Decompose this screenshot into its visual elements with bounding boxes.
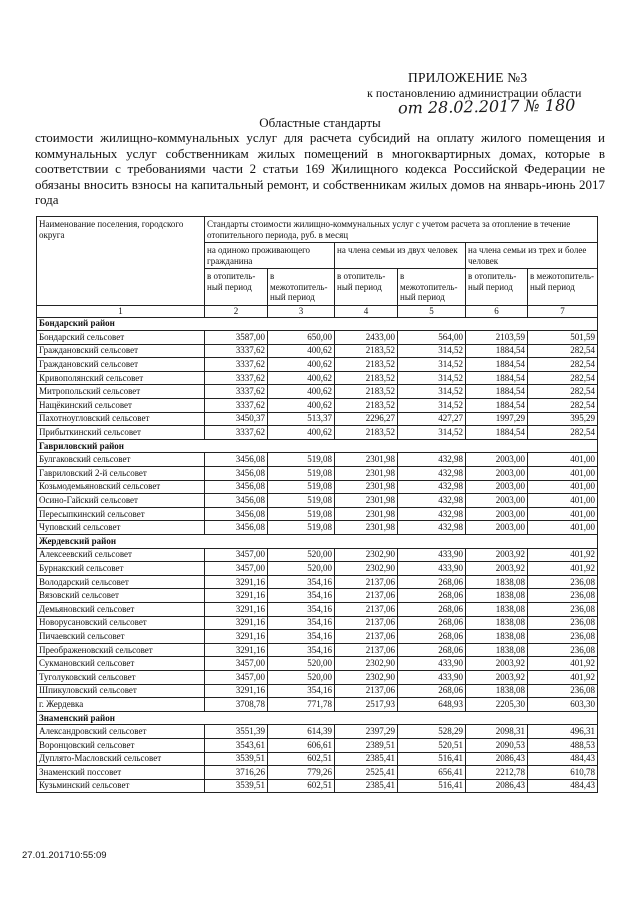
cost-value: 3456,08 [205, 521, 268, 535]
cost-value: 1838,08 [466, 589, 528, 603]
table-row [37, 385, 598, 399]
handwritten-date-number: от 28.02.2017 № 180 [397, 95, 576, 118]
cost-value: 3456,08 [205, 467, 268, 481]
table-row [37, 344, 598, 358]
table-row [37, 766, 598, 780]
header-family-of-two: на члена семьи из двух человек [335, 243, 466, 269]
resolution-line: к постановлению администрации области [367, 86, 582, 100]
cost-value: 648,93 [398, 698, 466, 712]
cost-value: 354,16 [268, 684, 335, 698]
cost-value: 2003,92 [466, 548, 528, 562]
cost-value: 519,08 [268, 494, 335, 508]
table-row [37, 521, 598, 535]
cost-value: 564,00 [398, 331, 466, 345]
cost-value: 1838,08 [466, 630, 528, 644]
cost-value: 433,90 [398, 657, 466, 671]
cost-value: 2003,00 [466, 521, 528, 535]
cost-value: 2003,00 [466, 494, 528, 508]
cost-value: 401,00 [528, 480, 598, 494]
district-name: Знаменский район [37, 711, 598, 725]
cost-value: 2525,41 [335, 766, 398, 780]
table-row [37, 562, 598, 576]
cost-value: 2205,30 [466, 698, 528, 712]
cost-value: 236,08 [528, 684, 598, 698]
cost-value: 3291,16 [205, 589, 268, 603]
table-row [37, 779, 598, 793]
cost-value: 282,54 [528, 371, 598, 385]
settlement-name: Нащёкинский сельсовет [37, 399, 205, 413]
table-row [37, 412, 598, 426]
cost-value: 1884,54 [466, 344, 528, 358]
settlement-name: Гавриловский 2-й сельсовет [37, 467, 205, 481]
cost-value: 3450,37 [205, 412, 268, 426]
cost-value: 2302,90 [335, 548, 398, 562]
table-row [37, 589, 598, 603]
table-row [37, 371, 598, 385]
cost-value: 520,00 [268, 670, 335, 684]
cost-value: 2137,06 [335, 684, 398, 698]
cost-value: 2098,31 [466, 725, 528, 739]
cost-value: 1838,08 [466, 575, 528, 589]
settlement-name: Граждановский сельсовет [37, 358, 205, 372]
district-row [37, 535, 598, 549]
cost-value: 401,92 [528, 657, 598, 671]
cost-value: 282,54 [528, 426, 598, 440]
cost-value: 3716,26 [205, 766, 268, 780]
cost-value: 236,08 [528, 589, 598, 603]
table-row [37, 602, 598, 616]
cost-value: 3337,62 [205, 371, 268, 385]
cost-value: 401,00 [528, 507, 598, 521]
column-number: 4 [335, 305, 398, 317]
table-row [37, 575, 598, 589]
cost-value: 236,08 [528, 602, 598, 616]
cost-value: 2301,98 [335, 521, 398, 535]
cost-value: 268,06 [398, 643, 466, 657]
cost-value: 433,90 [398, 670, 466, 684]
cost-value: 268,06 [398, 616, 466, 630]
header-non-heating-period: в межотопитель-ный период [398, 269, 466, 306]
settlement-name: Пересыпкинский сельсовет [37, 507, 205, 521]
district-row [37, 317, 598, 331]
header-settlement-name: Наименование поселения, городского округа [37, 217, 205, 306]
cost-value: 3543,61 [205, 738, 268, 752]
settlement-name: Дуплято-Масловский сельсовет [37, 752, 205, 766]
cost-value: 268,06 [398, 602, 466, 616]
settlement-name: Чуповский сельсовет [37, 521, 205, 535]
table-row [37, 358, 598, 372]
column-number: 3 [268, 305, 335, 317]
table-row [37, 684, 598, 698]
cost-value: 401,92 [528, 548, 598, 562]
column-number-row [37, 305, 598, 317]
settlement-name: Вязовский сельсовет [37, 589, 205, 603]
cost-value: 2003,00 [466, 507, 528, 521]
cost-value: 432,98 [398, 494, 466, 508]
cost-value: 520,00 [268, 657, 335, 671]
cost-value: 2183,52 [335, 344, 398, 358]
cost-value: 2183,52 [335, 371, 398, 385]
cost-value: 3456,08 [205, 507, 268, 521]
settlement-name: Граждановский сельсовет [37, 344, 205, 358]
settlement-name: Булгаковский сельсовет [37, 453, 205, 467]
cost-value: 2103,59 [466, 331, 528, 345]
settlement-name: Воронцовский сельсовет [37, 738, 205, 752]
cost-value: 400,62 [268, 358, 335, 372]
cost-value: 236,08 [528, 616, 598, 630]
cost-value: 314,52 [398, 399, 466, 413]
cost-value: 268,06 [398, 589, 466, 603]
settlement-name: Новорусановский сельсовет [37, 616, 205, 630]
column-number: 1 [37, 305, 205, 317]
table-body [37, 317, 598, 793]
district-row [37, 439, 598, 453]
cost-value: 2137,06 [335, 630, 398, 644]
cost-value: 2086,43 [466, 779, 528, 793]
cost-value: 2137,06 [335, 643, 398, 657]
cost-value: 2302,90 [335, 657, 398, 671]
cost-value: 3708,78 [205, 698, 268, 712]
cost-value: 2397,29 [335, 725, 398, 739]
cost-value: 2517,93 [335, 698, 398, 712]
table-row [37, 657, 598, 671]
cost-value: 401,00 [528, 521, 598, 535]
cost-value: 516,41 [398, 752, 466, 766]
cost-value: 354,16 [268, 602, 335, 616]
settlement-name: Прибыткинский сельсовет [37, 426, 205, 440]
cost-value: 602,51 [268, 779, 335, 793]
cost-value: 1884,54 [466, 385, 528, 399]
cost-value: 2301,98 [335, 480, 398, 494]
cost-value: 354,16 [268, 575, 335, 589]
cost-value: 520,51 [398, 738, 466, 752]
cost-value: 2090,53 [466, 738, 528, 752]
table-row [37, 643, 598, 657]
cost-value: 282,54 [528, 358, 598, 372]
cost-value: 268,06 [398, 575, 466, 589]
cost-value: 3337,62 [205, 385, 268, 399]
column-number: 6 [466, 305, 528, 317]
table-row [37, 507, 598, 521]
cost-value: 519,08 [268, 453, 335, 467]
settlement-name: Пахотноугловский сельсовет [37, 412, 205, 426]
cost-value: 314,52 [398, 385, 466, 399]
table-row [37, 752, 598, 766]
document-subtitle: стоимости жилищно-коммунальных услуг для расчета субсидий на оплату жилого помещения и коммунальных услуг собственникам жилых помещений в многоквартирных домах, которые в соответствии с требованиями части 2 статьи 169 Жилищного кодекса Российской Федерации не обязаны вносить взносы на капитальный ремонт, и собственникам жилых домов на январь-июнь 2017 года [35, 130, 605, 207]
cost-value: 3291,16 [205, 630, 268, 644]
cost-value: 401,00 [528, 467, 598, 481]
cost-value: 427,27 [398, 412, 466, 426]
cost-value: 282,54 [528, 344, 598, 358]
table-row [37, 630, 598, 644]
cost-value: 779,26 [268, 766, 335, 780]
settlement-name: Знаменский поссовет [37, 766, 205, 780]
cost-value: 314,52 [398, 358, 466, 372]
settlement-name: г. Жердевка [37, 698, 205, 712]
cost-value: 519,08 [268, 521, 335, 535]
cost-value: 603,30 [528, 698, 598, 712]
cost-value: 433,90 [398, 562, 466, 576]
table-row [37, 467, 598, 481]
cost-value: 400,62 [268, 426, 335, 440]
column-number: 7 [528, 305, 598, 317]
cost-value: 354,16 [268, 589, 335, 603]
cost-value: 3456,08 [205, 453, 268, 467]
column-number: 2 [205, 305, 268, 317]
cost-value: 610,78 [528, 766, 598, 780]
table-row [37, 616, 598, 630]
settlement-name: Кривополянский сельсовет [37, 371, 205, 385]
cost-value: 1884,54 [466, 399, 528, 413]
cost-value: 314,52 [398, 344, 466, 358]
column-number: 5 [398, 305, 466, 317]
cost-value: 236,08 [528, 630, 598, 644]
table-row [37, 426, 598, 440]
cost-value: 519,08 [268, 480, 335, 494]
document-title: Областные стандарты [259, 115, 381, 130]
district-row [37, 711, 598, 725]
cost-value: 2003,00 [466, 467, 528, 481]
cost-value: 400,62 [268, 385, 335, 399]
cost-value: 2137,06 [335, 575, 398, 589]
cost-value: 401,00 [528, 453, 598, 467]
header-heating-period: в отопитель-ный период [205, 269, 268, 306]
table-row [37, 399, 598, 413]
cost-value: 401,00 [528, 494, 598, 508]
cost-value: 2137,06 [335, 602, 398, 616]
cost-value: 2302,90 [335, 562, 398, 576]
cost-value: 2385,41 [335, 752, 398, 766]
cost-value: 3291,16 [205, 684, 268, 698]
cost-value: 432,98 [398, 453, 466, 467]
cost-value: 433,90 [398, 548, 466, 562]
cost-value: 2137,06 [335, 616, 398, 630]
cost-value: 528,29 [398, 725, 466, 739]
settlement-name: Алексеевский сельсовет [37, 548, 205, 562]
cost-value: 513,37 [268, 412, 335, 426]
cost-value: 236,08 [528, 643, 598, 657]
cost-value: 3539,51 [205, 779, 268, 793]
cost-value: 1884,54 [466, 371, 528, 385]
cost-value: 519,08 [268, 467, 335, 481]
cost-value: 2086,43 [466, 752, 528, 766]
cost-value: 656,41 [398, 766, 466, 780]
cost-value: 1884,54 [466, 358, 528, 372]
header-single-resident: на одиноко проживающего гражданина [205, 243, 335, 269]
cost-value: 2301,98 [335, 507, 398, 521]
cost-value: 771,78 [268, 698, 335, 712]
header-heating-period: в отопитель-ный период [466, 269, 528, 306]
cost-value: 314,52 [398, 426, 466, 440]
header-family-of-three: на члена семьи из трех и более человек [466, 243, 598, 269]
table-row [37, 698, 598, 712]
settlement-name: Пичаевский сельсовет [37, 630, 205, 644]
settlement-name: Кузьминский сельсовет [37, 779, 205, 793]
cost-value: 354,16 [268, 643, 335, 657]
cost-value: 484,43 [528, 779, 598, 793]
settlement-name: Козьмодемьяновский сельсовет [37, 480, 205, 494]
cost-value: 1997,29 [466, 412, 528, 426]
cost-value: 3337,62 [205, 426, 268, 440]
cost-value: 1838,08 [466, 602, 528, 616]
header-non-heating-period: в межотопитель-ный период [528, 269, 598, 306]
cost-value: 400,62 [268, 399, 335, 413]
cost-value: 650,00 [268, 331, 335, 345]
cost-value: 401,92 [528, 562, 598, 576]
settlement-name: Осино-Гайский сельсовет [37, 494, 205, 508]
cost-value: 520,00 [268, 562, 335, 576]
cost-value: 3457,00 [205, 562, 268, 576]
cost-value: 400,62 [268, 344, 335, 358]
cost-value: 432,98 [398, 480, 466, 494]
appendix-heading: ПРИЛОЖЕНИЕ №3 [408, 70, 528, 85]
cost-value: 3587,00 [205, 331, 268, 345]
table-row [37, 670, 598, 684]
cost-value: 354,16 [268, 616, 335, 630]
cost-value: 3291,16 [205, 575, 268, 589]
cost-value: 2301,98 [335, 494, 398, 508]
cost-value: 400,62 [268, 371, 335, 385]
cost-value: 268,06 [398, 630, 466, 644]
cost-value: 2137,06 [335, 589, 398, 603]
settlement-name: Шпикуловский сельсовет [37, 684, 205, 698]
settlement-name: Митропольский сельсовет [37, 385, 205, 399]
cost-value: 488,53 [528, 738, 598, 752]
cost-value: 2003,92 [466, 670, 528, 684]
cost-value: 519,08 [268, 507, 335, 521]
cost-value: 2389,51 [335, 738, 398, 752]
cost-value: 236,08 [528, 575, 598, 589]
cost-value: 2301,98 [335, 467, 398, 481]
cost-value: 2385,41 [335, 779, 398, 793]
cost-value: 516,41 [398, 779, 466, 793]
cost-value: 614,39 [268, 725, 335, 739]
district-name: Бондарский район [37, 317, 598, 331]
cost-value: 3337,62 [205, 358, 268, 372]
cost-value: 3337,62 [205, 399, 268, 413]
cost-value: 606,61 [268, 738, 335, 752]
cost-value: 2003,92 [466, 562, 528, 576]
table-row [37, 453, 598, 467]
cost-value: 496,31 [528, 725, 598, 739]
cost-value: 1884,54 [466, 426, 528, 440]
table-row [37, 548, 598, 562]
cost-value: 354,16 [268, 630, 335, 644]
cost-value: 2003,00 [466, 480, 528, 494]
cost-value: 282,54 [528, 385, 598, 399]
table-row [37, 480, 598, 494]
cost-value: 3551,39 [205, 725, 268, 739]
cost-value: 2183,52 [335, 399, 398, 413]
cost-value: 2433,00 [335, 331, 398, 345]
cost-value: 432,98 [398, 467, 466, 481]
print-timestamp: 27.01.201710:55:09 [22, 850, 107, 861]
cost-value: 3291,16 [205, 602, 268, 616]
settlement-name: Володарский сельсовет [37, 575, 205, 589]
cost-value: 3457,00 [205, 670, 268, 684]
cost-value: 314,52 [398, 371, 466, 385]
cost-value: 3539,51 [205, 752, 268, 766]
header-non-heating-period: в межотопитель-ный период [268, 269, 335, 306]
header-standards: Стандарты стоимости жилищно-коммунальных услуг с учетом расчета за отопление в течение отопительного периода, руб. в месяц [205, 217, 598, 243]
cost-value: 520,00 [268, 548, 335, 562]
cost-value: 1838,08 [466, 684, 528, 698]
settlement-name: Демьяновский сельсовет [37, 602, 205, 616]
settlement-name: Сукмановский сельсовет [37, 657, 205, 671]
cost-value: 2296,27 [335, 412, 398, 426]
cost-value: 2183,52 [335, 385, 398, 399]
cost-value: 395,29 [528, 412, 598, 426]
cost-value: 2183,52 [335, 426, 398, 440]
table-row [37, 738, 598, 752]
cost-value: 3291,16 [205, 643, 268, 657]
cost-value: 3457,00 [205, 657, 268, 671]
cost-value: 432,98 [398, 521, 466, 535]
table-row [37, 725, 598, 739]
cost-value: 2212,78 [466, 766, 528, 780]
cost-value: 3456,08 [205, 494, 268, 508]
cost-value: 3291,16 [205, 616, 268, 630]
standards-table [36, 216, 598, 793]
settlement-name: Преображеновский сельсовет [37, 643, 205, 657]
table-row [37, 494, 598, 508]
cost-value: 2183,52 [335, 358, 398, 372]
cost-value: 2003,92 [466, 657, 528, 671]
district-name: Жердевский район [37, 535, 598, 549]
header-heating-period: в отопитель-ный период [335, 269, 398, 306]
cost-value: 1838,08 [466, 616, 528, 630]
cost-value: 268,06 [398, 684, 466, 698]
cost-value: 2302,90 [335, 670, 398, 684]
cost-value: 501,59 [528, 331, 598, 345]
cost-value: 3457,00 [205, 548, 268, 562]
settlement-name: Александровский сельсовет [37, 725, 205, 739]
settlement-name: Бондарский сельсовет [37, 331, 205, 345]
cost-value: 401,92 [528, 670, 598, 684]
cost-value: 432,98 [398, 507, 466, 521]
cost-value: 3337,62 [205, 344, 268, 358]
cost-value: 484,43 [528, 752, 598, 766]
settlement-name: Бурнакский сельсовет [37, 562, 205, 576]
cost-value: 3456,08 [205, 480, 268, 494]
district-name: Гавриловский район [37, 439, 598, 453]
cost-value: 2003,00 [466, 453, 528, 467]
table-row [37, 331, 598, 345]
settlement-name: Туголуковский сельсовет [37, 670, 205, 684]
cost-value: 1838,08 [466, 643, 528, 657]
cost-value: 282,54 [528, 399, 598, 413]
cost-value: 602,51 [268, 752, 335, 766]
cost-value: 2301,98 [335, 453, 398, 467]
